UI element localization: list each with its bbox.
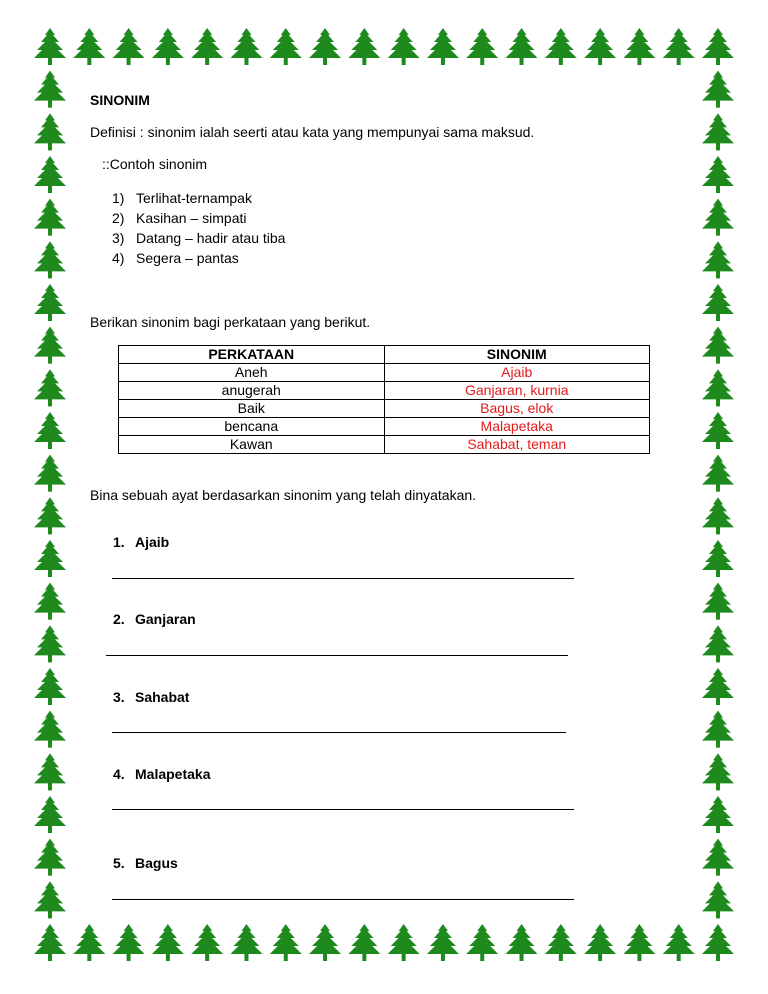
- definition-text: Definisi : sinonim ialah seerti atau kata yang mempunyai sama maksud.: [90, 124, 535, 140]
- question-number: 2.: [113, 611, 125, 627]
- question-word: Ganjaran: [135, 611, 196, 627]
- pine-tree-icon: [702, 497, 734, 534]
- pine-tree-icon: [113, 924, 145, 961]
- pine-tree-icon: [702, 28, 734, 65]
- pine-tree-icon: [34, 369, 66, 406]
- pine-tree-icon: [663, 28, 695, 65]
- pine-tree-icon: [506, 28, 538, 65]
- answer-line-1[interactable]: [112, 578, 574, 579]
- pine-tree-icon: [702, 668, 734, 705]
- page-title: SINONIM: [90, 92, 150, 108]
- list-number: 3): [112, 230, 125, 246]
- pine-tree-icon: [34, 497, 66, 534]
- pine-tree-icon: [623, 28, 655, 65]
- pine-tree-icon: [702, 327, 734, 364]
- pine-tree-icon: [702, 113, 734, 150]
- pine-tree-icon: [34, 839, 66, 876]
- question-number: 4.: [113, 766, 125, 782]
- pine-tree-icon: [191, 28, 223, 65]
- synonym-cell: Sahabat, teman: [384, 436, 650, 454]
- pine-tree-icon: [34, 412, 66, 449]
- pine-tree-icon: [427, 28, 459, 65]
- pine-tree-icon: [34, 71, 66, 108]
- pine-tree-icon: [191, 924, 223, 961]
- table-row: [119, 418, 650, 436]
- question-word: Malapetaka: [135, 766, 211, 782]
- question-word: Bagus: [135, 855, 178, 871]
- pine-tree-icon: [702, 839, 734, 876]
- pine-tree-icon: [34, 284, 66, 321]
- table-header-row: [119, 346, 650, 364]
- pine-tree-icon: [702, 753, 734, 790]
- pine-tree-icon: [663, 924, 695, 961]
- table-row: [119, 364, 650, 382]
- pine-tree-icon: [702, 412, 734, 449]
- list-item: [112, 208, 285, 228]
- word-cell: Aneh: [119, 364, 385, 382]
- synonym-cell: Ajaib: [384, 364, 650, 382]
- pine-tree-icon: [427, 924, 459, 961]
- question-4: [113, 766, 210, 782]
- pine-tree-icon: [309, 924, 341, 961]
- pine-tree-icon: [348, 28, 380, 65]
- pine-tree-icon: [230, 924, 262, 961]
- synonym-cell: Bagus, elok: [384, 400, 650, 418]
- question-5: [113, 855, 178, 871]
- pine-tree-icon: [270, 924, 302, 961]
- pine-tree-icon: [623, 924, 655, 961]
- list-item: [112, 228, 285, 248]
- question-number: 5.: [113, 855, 125, 871]
- pine-tree-icon: [466, 924, 498, 961]
- list-text: Terlihat-ternampak: [136, 190, 252, 206]
- pine-tree-icon: [702, 711, 734, 748]
- examples-heading: ::Contoh sinonim: [102, 156, 208, 172]
- pine-tree-icon: [702, 455, 734, 492]
- question-number: 3.: [113, 689, 125, 705]
- pine-tree-icon: [702, 284, 734, 321]
- pine-tree-icon: [270, 28, 302, 65]
- pine-tree-icon: [34, 753, 66, 790]
- examples-list: [112, 188, 285, 268]
- answer-line-3[interactable]: [112, 732, 566, 733]
- pine-tree-icon: [702, 924, 734, 961]
- pine-tree-icon: [388, 924, 420, 961]
- pine-tree-icon: [34, 796, 66, 833]
- pine-tree-icon: [34, 924, 66, 961]
- list-number: 2): [112, 210, 125, 226]
- synonym-cell: Malapetaka: [384, 418, 650, 436]
- pine-tree-icon: [34, 327, 66, 364]
- pine-tree-icon: [34, 241, 66, 278]
- word-cell: bencana: [119, 418, 385, 436]
- column-header: PERKATAAN: [119, 346, 385, 364]
- question-word: Ajaib: [135, 534, 170, 550]
- list-item: [112, 248, 285, 268]
- pine-tree-icon: [230, 28, 262, 65]
- answer-line-2[interactable]: [106, 655, 568, 656]
- list-number: 4): [112, 250, 125, 266]
- pine-tree-icon: [34, 711, 66, 748]
- pine-tree-icon: [73, 28, 105, 65]
- table-row: [119, 400, 650, 418]
- column-header: SINONIM: [384, 346, 650, 364]
- pine-tree-icon: [34, 668, 66, 705]
- answer-line-5[interactable]: [112, 899, 574, 900]
- word-cell: Kawan: [119, 436, 385, 454]
- question-1: [113, 534, 169, 550]
- pine-tree-icon: [702, 241, 734, 278]
- table-instruction: Berikan sinonim bagi perkataan yang berikut.: [90, 314, 371, 330]
- pine-tree-icon: [506, 924, 538, 961]
- pine-tree-icon: [34, 540, 66, 577]
- pine-tree-icon: [113, 28, 145, 65]
- pine-tree-icon: [702, 881, 734, 918]
- pine-tree-icon: [34, 583, 66, 620]
- pine-tree-icon: [702, 625, 734, 662]
- pine-tree-icon: [34, 156, 66, 193]
- pine-tree-icon: [34, 881, 66, 918]
- list-text: Kasihan – simpati: [136, 210, 247, 226]
- synonym-table: [118, 345, 650, 454]
- table-row: [119, 382, 650, 400]
- pine-tree-icon: [34, 113, 66, 150]
- pine-tree-icon: [702, 583, 734, 620]
- pine-tree-icon: [73, 924, 105, 961]
- pine-tree-icon: [584, 924, 616, 961]
- table-row: [119, 436, 650, 454]
- sentence-instruction: Bina sebuah ayat berdasarkan sinonim yang telah dinyatakan.: [90, 487, 477, 503]
- question-word: Sahabat: [135, 689, 190, 705]
- list-text: Segera – pantas: [136, 250, 239, 266]
- pine-tree-icon: [702, 369, 734, 406]
- pine-tree-icon: [309, 28, 341, 65]
- list-text: Datang – hadir atau tiba: [136, 230, 286, 246]
- list-item: [112, 188, 285, 208]
- question-number: 1.: [113, 534, 125, 550]
- pine-tree-icon: [388, 28, 420, 65]
- answer-line-4[interactable]: [112, 809, 574, 810]
- question-3: [113, 689, 189, 705]
- pine-tree-icon: [34, 455, 66, 492]
- question-2: [113, 611, 196, 627]
- pine-tree-icon: [702, 199, 734, 236]
- pine-tree-icon: [466, 28, 498, 65]
- pine-tree-icon: [34, 625, 66, 662]
- list-number: 1): [112, 190, 125, 206]
- pine-tree-icon: [702, 540, 734, 577]
- synonym-cell: Ganjaran, kurnia: [384, 382, 650, 400]
- pine-tree-icon: [348, 924, 380, 961]
- pine-tree-icon: [152, 28, 184, 65]
- word-cell: anugerah: [119, 382, 385, 400]
- pine-tree-icon: [545, 924, 577, 961]
- word-cell: Baik: [119, 400, 385, 418]
- pine-tree-icon: [702, 156, 734, 193]
- pine-tree-icon: [584, 28, 616, 65]
- pine-tree-icon: [34, 199, 66, 236]
- pine-tree-icon: [702, 71, 734, 108]
- pine-tree-icon: [34, 28, 66, 65]
- pine-tree-icon: [152, 924, 184, 961]
- pine-tree-icon: [702, 796, 734, 833]
- pine-tree-icon: [545, 28, 577, 65]
